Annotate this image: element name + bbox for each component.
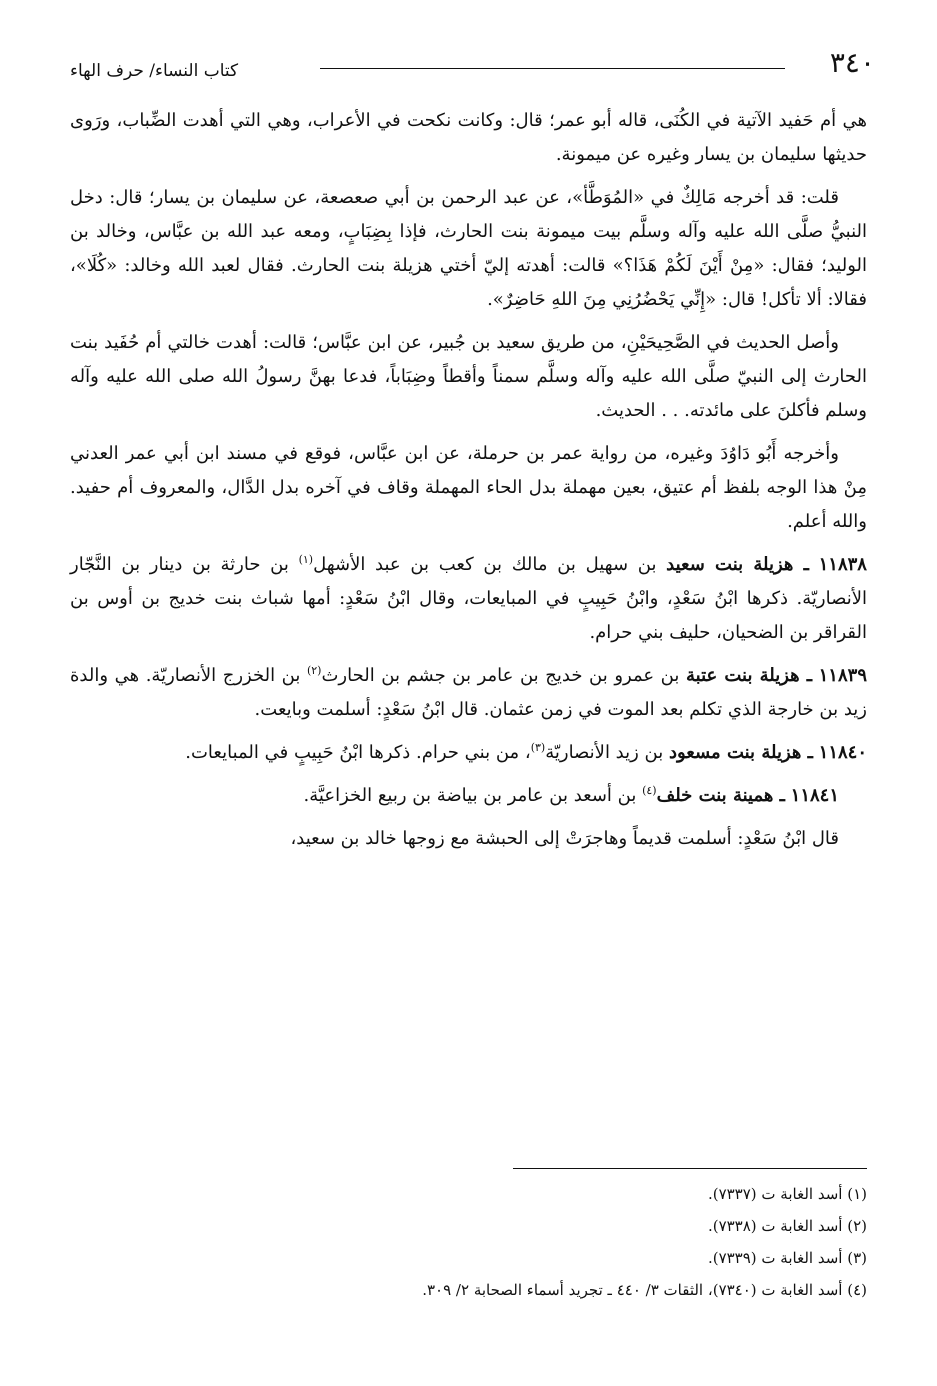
paragraph: قلت: قد أخرجه مَالِكٌ في «المُوَطَّأ»، عن عبد الرحمن بن أبي صعصعة، عن سليمان بن يسار؛ قال: دخل النبيُّ صلَّى الله عليه وآله وسلَّم بيت ميمونة بنت الحارث، فإذا بِضِبَابٍ، ومعه عبد الله بن عبَّاس، وخالد بن الوليد؛ فقال: «مِنْ أَيْنَ لَكُمْ هَذَا؟» قالت: أهدته إليّ أختي هزيلة بنت الحارث. فقال لعبد الله وخالد: «كُلَا»، فقالا: ألا تأكل! قال: «إِنِّي يَحْضُرُنِي مِنَ اللهِ حَاضِرٌ». — [70, 187, 867, 310]
biography-entry: ١١٨٤٠ ـ هزيلة بنت مسعود بن زيد الأنصاريّة$^{(٣)}$، من بني حرام. ذكرها ابْنُ حَبِيبٍ في المبايعات. — [185, 741, 867, 763]
entry-lineage: بن عمرو بن خديج بن عامر بن جشم بن الحارث — [321, 665, 680, 686]
entry-name: هزيلة بنت عتبة — [685, 665, 800, 686]
footnotes — [70, 1178, 867, 1306]
paragraph: وأصل الحديث في الصَّحِيحَيْنِ، من طريق سعيد بن جُبير، عن ابن عبَّاس؛ قالت: أهدت خالتي أم حُفَيد بنت الحارث إلى النبيّ صلَّى الله عليه وآله وسلَّم سمناً وأقطاً وضِبَاباً، فدعا بهنَّ رسولُ الله صلى الله عليه وآله وسلم فأكلنَ على مائدته. . . الحديث. — [70, 332, 867, 421]
entry-number: ١١٨٣٨ — [818, 554, 867, 575]
entry-text: بن حارثة بن دينار بن النَّجّار الأنصاريّة. ذكرها ابْنُ سَعْدٍ، وابْنُ حَبِيبٍ في المبايعات، وقال ابْنُ سَعْدٍ: أمها شباث بنت خديج بن أوس بن القراقر بن الضحيان، حليف بني حرام. — [70, 554, 867, 643]
entry-name: هزيلة بنت سعيد — [666, 554, 794, 575]
header-rule — [320, 68, 785, 69]
footnote-marker: (١) — [298, 553, 314, 566]
biography-entry: ١١٨٣٨ ـ هزيلة بنت سعيد بن سهيل بن مالك بن كعب بن عبد الأشهل$^{(١)}$ بن حارثة بن دينار بن النَّجّار الأنصاريّة. ذكرها ابْنُ سَعْدٍ، وابْنُ حَبِيبٍ في المبايعات، وقال ابْنُ سَعْدٍ: أمها شباث بنت خديج بن أوس بن القراقر بن الضحيان، حليف بني حرام. — [70, 553, 867, 643]
entry-text: ، من بني حرام. ذكرها ابْنُ حَبِيبٍ في المبايعات. — [185, 742, 531, 763]
footnote-rule — [513, 1168, 867, 1169]
entry-text: بن أسعد بن عامر بن بياضة بن ربيع الخزاعيَّة. — [303, 785, 637, 806]
page-header — [70, 46, 875, 90]
running-head: كتاب النساء/ حرف الهاء — [70, 61, 239, 81]
footnote-marker: (٢) — [306, 664, 322, 677]
paragraph: هي أم حَفيد الآتية في الكُنَى، قاله أبو عمر؛ قال: وكانت نكحت في الأعراب، وهي التي أهدت الضِّباب، ورَوى حديثها سليمان بن يسار وغيره عن ميمونة. — [70, 110, 867, 165]
biography-entry: ١١٨٣٩ ـ هزيلة بنت عتبة بن عمرو بن خديج بن عامر بن جشم بن الحارث$^{(٢)}$ بن الخزرج الأنصاريّة. هي والدة زيد بن خارجة الذي تكلم بعد الموت في زمن عثمان. قال ابْنُ سَعْدٍ: أسلمت وبايعت. — [70, 664, 867, 720]
entry-number: ١١٨٤١ — [790, 785, 839, 806]
entry-number: ١١٨٣٩ — [818, 665, 867, 686]
footnote: (٣) أسد الغابة ت (٧٣٣٩). — [707, 1249, 867, 1267]
biography-entry: ١١٨٤١ ـ همينة بنت خلف$^{(٤)}$ بن أسعد بن عامر بن بياضة بن ربيع الخزاعيَّة. — [303, 784, 839, 806]
closing-paragraph: قال ابْنُ سَعْدٍ: أسلمت قديماً وهاجرَتْ إلى الحبشة مع زوجها خالد بن سعيد، — [290, 828, 839, 849]
entry-lineage: بن سهيل بن مالك بن كعب بن عبد الأشهل — [313, 554, 657, 575]
footnote: (١) أسد الغابة ت (٧٣٣٧). — [707, 1185, 867, 1203]
footnote-marker: (٣) — [530, 741, 546, 754]
paragraph: وأخرجه أَبُو دَاوُدَ وغيره، من رواية عمر بن حرملة، عن ابن عبَّاس، فوقع في مسند ابن أبي عمر العدني مِنْ هذا الوجه بلفظ أم عتيق، بعين مهملة بدل الحاء المهملة وقاف في آخره بدل الدَّال، والمعروف أم حفيد. والله أعلم. — [70, 443, 867, 532]
footnote-marker: (٤) — [642, 784, 657, 797]
footnote: (٢) أسد الغابة ت (٧٣٣٨). — [707, 1217, 867, 1235]
entry-number: ١١٨٤٠ — [818, 742, 867, 763]
entry-name: هزيلة بنت مسعود — [668, 742, 802, 763]
page-number: ٣٤٠ — [829, 46, 875, 79]
entry-lineage: بن زيد الأنصاريّة — [545, 742, 664, 763]
footnote: (٤) أسد الغابة ت (٧٣٤٠)، الثقات ٣/ ٤٤٠ ـ تجريد أسماء الصحابة ٢/ ٣٠٩. — [422, 1281, 867, 1299]
main-text — [70, 104, 867, 865]
entry-name: همينة بنت خلف — [656, 785, 774, 806]
entry-text: بن الخزرج الأنصاريّة. هي والدة زيد بن خارجة الذي تكلم بعد الموت في زمن عثمان. قال ابْنُ سَعْدٍ: أسلمت وبايعت. — [70, 665, 867, 720]
